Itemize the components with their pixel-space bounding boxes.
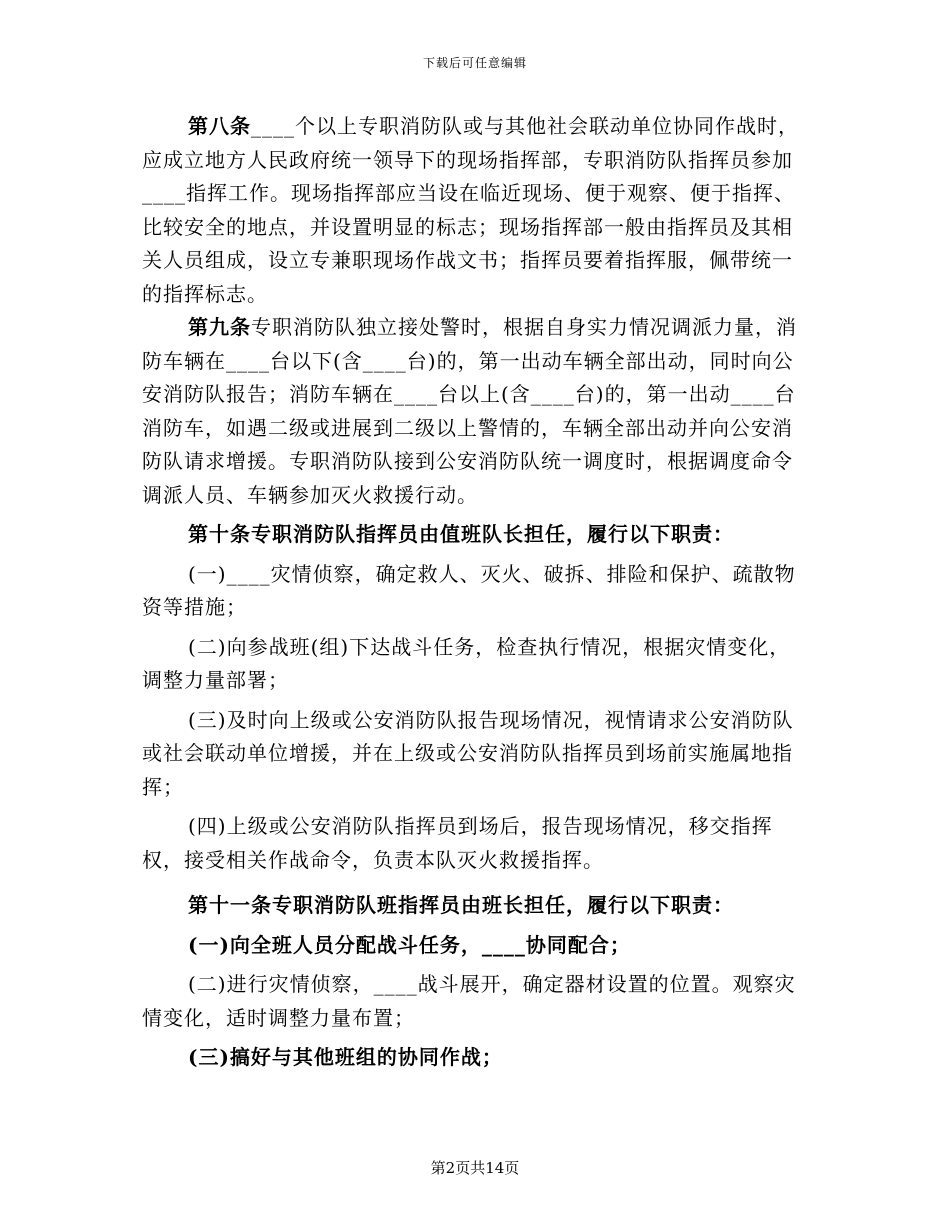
- article-8-label: 第八条: [188, 114, 251, 138]
- article-11-item-2: (二)进行灾情侦察，____战斗展开，确定器材设置的位置。观察灾情变化，适时调整力量布置；: [142, 972, 796, 1030]
- article-9-label: 第九条: [188, 315, 251, 339]
- article-10-item-2: (二)向参战班(组)下达战斗任务，检查执行情况，根据灾情变化，调整力量部署；: [142, 634, 791, 692]
- article-10-heading: 第十条专职消防队指挥员由值班队长担任，履行以下职责：: [188, 522, 734, 546]
- page-footer: 第2页共14页: [430, 1159, 520, 1177]
- article-11-item-1: (一)向全班人员分配战斗任务，____协同配合；: [188, 932, 631, 957]
- article-9: [142, 311, 810, 512]
- document-body: [142, 110, 810, 1075]
- article-8: [142, 110, 810, 311]
- article-10-item-4: (四)上级或公安消防队指挥员到场后，报告现场情况，移交指挥权，接受相关作战命令，负责本队灭火救援指挥。: [142, 814, 773, 872]
- article-10-item-1: (一)____灾情侦察，确定救人、灭火、破拆、排险和保护、疏散物资等措施；: [142, 561, 796, 619]
- article-8-body: ____个以上专职消防队或与其他社会联动单位协同作战时，应成立地方人民政府统一领导下的现场指挥部，专职消防队指挥员参加____指挥工作。现场指挥部应当设在临近现场、便于观察、便于指挥、比较安全的地点，并设置明显的标志；现场指挥部一般由指挥员及其相关人员组成，设立专兼职现场作战文书；指挥员要着指挥服，佩带统一的指挥标志。: [142, 114, 799, 306]
- page-header: 下载后可任意编辑: [422, 56, 527, 70]
- article-9-body: 专职消防队独立接处警时，根据自身实力情况调派力量，消防车辆在____台以下(含____台)的，第一出动车辆全部出动，同时向公安消防队报告；消防车辆在____台以上(含____台)的，第一出动____台消防车，如遇二级或进展到二级以上警情的，车辆全部出动并向公安消防队请求增援。专职消防队接到公安消防队统一调度时，根据调度命令调派人员、车辆参加灭火救援行动。: [142, 315, 797, 507]
- article-11-item-3: (三)搞好与其他班组的协同作战；: [188, 1045, 503, 1069]
- article-11-heading: 第十一条专职消防队班指挥员由班长担任，履行以下职责：: [188, 893, 734, 917]
- article-10-item-3: (三)及时向上级或公安消防队报告现场情况，视情请求公安消防队或社会联动单位增援，并在上级或公安消防队指挥员到场前实施属地指挥；: [142, 707, 794, 799]
